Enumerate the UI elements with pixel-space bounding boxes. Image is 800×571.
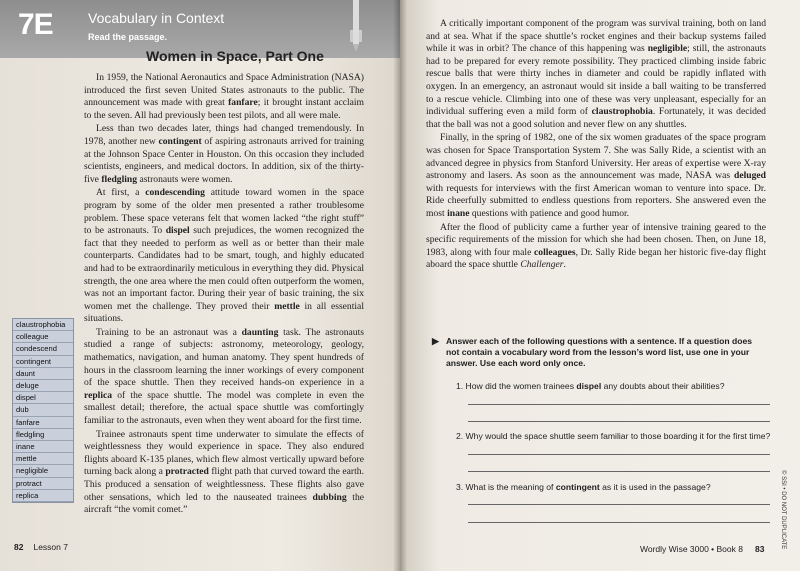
passage-paragraph: Trainee astronauts spent time underwater to simulate the effects of weightlessness they would experience in space. They also endured flights aboard K-135 planes, which flew almost vertically upward before turning back along a protracted flight path that curved toward the earth. This produced a sensation of weightlessness. These flights also gave other sensations, which led to the nauseated trainees dubbing the aircraft “the vomit comet.” bbox=[84, 428, 364, 516]
word-list-item: inane bbox=[13, 441, 73, 453]
passage-paragraph: Less than two decades later, things had changed tremendously. In 1978, another new contingent of aspiring astronauts arrived for training at the Johnson Space Center in Houston. On this occasion they included scientists, engineers, and medical doctors. In addition, six of the thirty-five fledgling astronauts were women. bbox=[84, 123, 364, 185]
question-3: 3. What is the meaning of contingent as it is used in the passage? bbox=[456, 482, 711, 492]
vocab-word: dispel bbox=[165, 225, 190, 237]
page-number-left: 82 bbox=[14, 542, 24, 552]
vocab-word: claustrophobia bbox=[591, 106, 653, 118]
copyright-side-note: © SSI • DO NOT DUPLICATE bbox=[780, 470, 786, 550]
passage-left bbox=[84, 72, 364, 518]
vocab-word: fledgling bbox=[101, 173, 138, 185]
vocab-word: inane bbox=[447, 207, 470, 219]
word-list-item: deluge bbox=[13, 380, 73, 392]
exercise-instructions: ▶ Answer each of the following questions with a sentence. If a question does not contain a vocabulary word from the lesson’s word list, use one in your answer. Use each word only once. bbox=[432, 336, 753, 368]
question-2: 2. Why would the space shuttle seem familiar to those boarding it for the first time? bbox=[456, 431, 771, 441]
word-list-item: fledgling bbox=[13, 429, 73, 441]
article-title: Women in Space, Part One bbox=[146, 48, 324, 64]
word-list-item: fanfare bbox=[13, 417, 73, 429]
word-list-item: daunt bbox=[13, 368, 73, 380]
word-list-item: replica bbox=[13, 490, 73, 502]
answer-line[interactable] bbox=[468, 471, 770, 472]
vocab-word: replica bbox=[84, 389, 113, 401]
vocab-word: deluged bbox=[734, 170, 766, 182]
lesson-label: Lesson 7 bbox=[33, 542, 68, 552]
footer-left bbox=[14, 542, 68, 552]
vocab-word: contingent bbox=[158, 135, 202, 147]
word-list-item: protract bbox=[13, 478, 73, 490]
vocab-word: protracted bbox=[165, 466, 209, 478]
section-instruction: Read the passage. bbox=[88, 32, 168, 42]
word-list-item: negligible bbox=[13, 465, 73, 477]
question-1: 1. How did the women trainees dispel any doubts about their abilities? bbox=[456, 381, 725, 391]
vocab-word: dubbing bbox=[312, 491, 347, 503]
vocab-word: fanfare bbox=[228, 97, 258, 109]
book-spine bbox=[393, 0, 407, 571]
word-list-item: contingent bbox=[13, 356, 73, 368]
word-list-item: condescend bbox=[13, 343, 73, 355]
unit-badge: 7E bbox=[18, 8, 53, 41]
vocab-word: negligible bbox=[647, 43, 688, 55]
word-list-sidebar bbox=[12, 318, 74, 503]
answer-line[interactable] bbox=[468, 404, 770, 405]
footer-right bbox=[640, 544, 764, 554]
book-label: Wordly Wise 3000 • Book 8 bbox=[640, 544, 743, 554]
word-list-item: dub bbox=[13, 404, 73, 416]
passage-paragraph: After the flood of publicity came a further year of intensive training geared to the specific requirements of the mission for which she had been chosen. Then, on June 18, 1983, along with four male colleagues, Dr. Sally Ride began her historic five-day flight aboard the space shuttle Challenger. bbox=[426, 221, 766, 271]
vocab-word: mettle bbox=[274, 300, 300, 312]
passage-paragraph: A critically important component of the program was survival training, both on land and at sea. What if the space shuttle’s rocket engines and their backup systems failed while it was in orbit? The chance of this happening was negligible; still, the astronauts had to be prepared for every remote possibility. They practiced climbing inside fabric rescue balls that were thirty inches in diameter and could be rapidly inflated with oxygen. In an emergency, an astronaut would sit inside a ball waiting to be transferred to a rescue vehicle. Climbing into one of these was very unpleasant, especially for an individual suffering even a mild form of claustrophobia. Fortunately, it was decided that the ball was not a good solution and never flew on any shuttles. bbox=[426, 18, 766, 130]
page-number-right: 83 bbox=[754, 544, 765, 554]
vocab-word: condescending bbox=[145, 187, 205, 199]
word-list-item: mettle bbox=[13, 453, 73, 465]
word-list-item: claustrophobia bbox=[13, 319, 73, 331]
shuttle-name: Challenger bbox=[520, 259, 564, 271]
answer-line[interactable] bbox=[468, 522, 770, 523]
arrow-bullet-icon: ▶ bbox=[432, 336, 439, 346]
passage-paragraph: Training to be an astronaut was a daunting task. The astronauts studied a range of subjects: astronomy, meteorology, geology, mathematics, navigation, and human anatomy. They spent hundreds of hours in the classroom learning the inner workings of every component of the space shuttle. Then they received hands-on experience in a replica of the space shuttle. The model was complete in even the smallest detail; therefore, the actual space shuttle was comfortingly familiar to the astronauts, even when they went aboard for the first time. bbox=[84, 326, 364, 427]
passage-paragraph: Finally, in the spring of 1982, one of the six women graduates of the space program was chosen for Space Transportation System 7. She was Sally Ride, a scientist with an advanced degree in physics from Stanford University. Her areas of expertise were X-ray astronomy and lasers. As soon as the announcement was made, NASA was deluged with requests for interviews with the first American woman to venture into space. Dr. Ride cheerfully submitted to endless questions from reporters. She answered even the most inane questions with patience and good humor. bbox=[426, 132, 766, 219]
passage-paragraph: At first, a condescending attitude toward women in the space program by some of the older men presented a rather troublesome problem. These space veterans felt that women lacked “the right stuff” to be astronauts. To dispel such prejudices, the women recognized the fact that they needed to perform as well as or better than their male counterparts. Candidates had to be smart, tough, and highly educated and had to be extraordinarily meticulous in everything they did. Physical strength, the one area where the men could often outperform the women, was not an important factor. During their year of basic training, the six women met the challenge. They proved their mettle in all essential situations. bbox=[84, 187, 364, 325]
answer-line[interactable] bbox=[468, 454, 770, 455]
vocab-word: colleagues bbox=[534, 246, 576, 258]
word-list-item: colleague bbox=[13, 331, 73, 343]
passage-paragraph: In 1959, the National Aeronautics and Space Administration (NASA) introduced the first seven United States astronauts to the public. The announcement was made with great fanfare; it brought instant acclaim to the seven. All had previously been test pilots, and all were male. bbox=[84, 72, 365, 121]
answer-line[interactable] bbox=[468, 421, 770, 422]
word-list-item: dispel bbox=[13, 392, 73, 404]
section-title: Vocabulary in Context bbox=[88, 10, 225, 26]
rocket-illustration-icon bbox=[345, 0, 367, 58]
vocab-word: daunting bbox=[241, 326, 279, 338]
answer-line[interactable] bbox=[468, 504, 770, 505]
passage-right bbox=[426, 18, 766, 273]
